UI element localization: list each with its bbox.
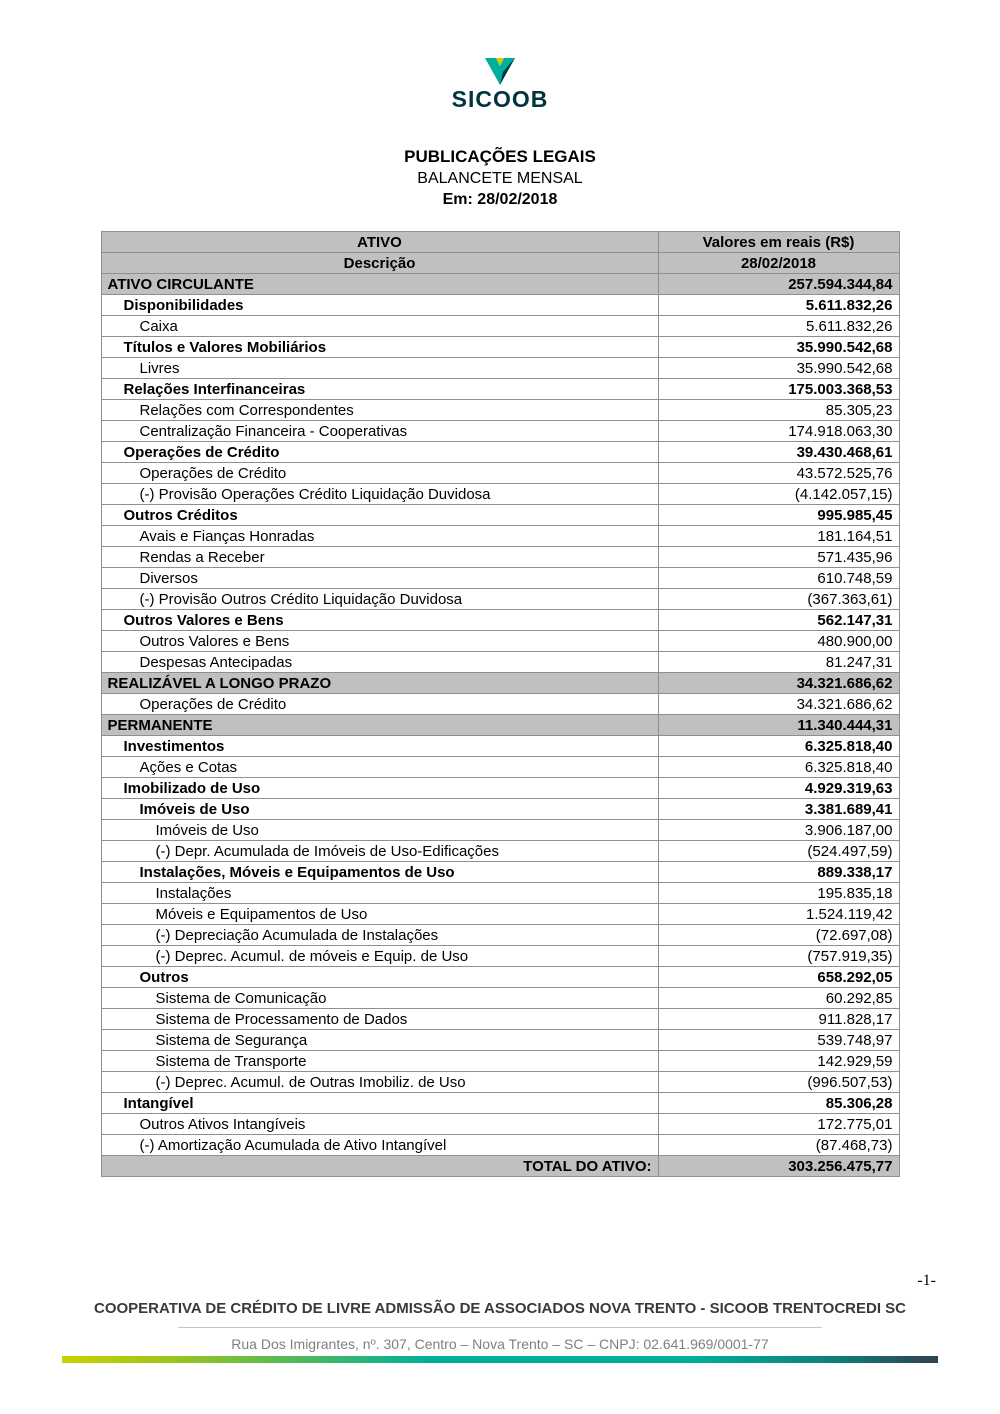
row-label: Centralização Financeira - Cooperativas bbox=[101, 421, 658, 442]
document-header bbox=[0, 147, 1000, 209]
row-value: 539.748,97 bbox=[658, 1030, 899, 1051]
row-value: 6.325.818,40 bbox=[658, 757, 899, 778]
row-value: 3.906.187,00 bbox=[658, 820, 899, 841]
row-label: (-) Provisão Outros Crédito Liquidação Duvidosa bbox=[101, 589, 658, 610]
row-label: (-) Amortização Acumulada de Ativo Intangível bbox=[101, 1135, 658, 1156]
table-row bbox=[101, 757, 899, 778]
row-label: Investimentos bbox=[101, 736, 658, 757]
row-value: 889.338,17 bbox=[658, 862, 899, 883]
row-value: 610.748,59 bbox=[658, 568, 899, 589]
row-label: Livres bbox=[101, 358, 658, 379]
row-label: Rendas a Receber bbox=[101, 547, 658, 568]
row-label: Títulos e Valores Mobiliários bbox=[101, 337, 658, 358]
row-label: Outros Valores e Bens bbox=[101, 631, 658, 652]
table-row bbox=[101, 358, 899, 379]
row-value: 658.292,05 bbox=[658, 967, 899, 988]
row-label: (-) Depr. Acumulada de Imóveis de Uso-Edificações bbox=[101, 841, 658, 862]
table-row bbox=[101, 925, 899, 946]
table-row bbox=[101, 505, 899, 526]
row-value: 181.164,51 bbox=[658, 526, 899, 547]
footer-divider bbox=[178, 1327, 822, 1328]
row-label: Móveis e Equipamentos de Uso bbox=[101, 904, 658, 925]
table-row bbox=[101, 1051, 899, 1072]
table-row bbox=[101, 736, 899, 757]
row-value: 175.003.368,53 bbox=[658, 379, 899, 400]
table-row bbox=[101, 1072, 899, 1093]
sicoob-logo-text: SICOOB bbox=[451, 86, 549, 112]
column-subheader-descricao: Descrição bbox=[101, 253, 658, 274]
row-label: Operações de Crédito bbox=[101, 463, 658, 484]
row-label: (-) Depreciação Acumulada de Instalações bbox=[101, 925, 658, 946]
row-label: Sistema de Processamento de Dados bbox=[101, 1009, 658, 1030]
row-label: Instalações bbox=[101, 883, 658, 904]
row-value: 571.435,96 bbox=[658, 547, 899, 568]
table-row bbox=[101, 610, 899, 631]
table-row bbox=[101, 631, 899, 652]
row-label: PERMANENTE bbox=[101, 715, 658, 736]
row-value: (87.468,73) bbox=[658, 1135, 899, 1156]
table-row bbox=[101, 1093, 899, 1114]
table-row bbox=[101, 841, 899, 862]
row-label: Outros bbox=[101, 967, 658, 988]
row-value: (4.142.057,15) bbox=[658, 484, 899, 505]
row-value: 60.292,85 bbox=[658, 988, 899, 1009]
balance-table bbox=[101, 231, 900, 1177]
row-label: Instalações, Móveis e Equipamentos de Uso bbox=[101, 862, 658, 883]
row-label: Caixa bbox=[101, 316, 658, 337]
row-value: 5.611.832,26 bbox=[658, 295, 899, 316]
table-row bbox=[101, 568, 899, 589]
row-value: 562.147,31 bbox=[658, 610, 899, 631]
row-label: Sistema de Transporte bbox=[101, 1051, 658, 1072]
table-row bbox=[101, 967, 899, 988]
row-label: Outros Créditos bbox=[101, 505, 658, 526]
row-value: 5.611.832,26 bbox=[658, 316, 899, 337]
table-row bbox=[101, 421, 899, 442]
table-row bbox=[101, 1114, 899, 1135]
table-row bbox=[101, 337, 899, 358]
table-row bbox=[101, 820, 899, 841]
table-row bbox=[101, 1135, 899, 1156]
row-label: Avais e Fianças Honradas bbox=[101, 526, 658, 547]
row-value: 172.775,01 bbox=[658, 1114, 899, 1135]
doc-subtitle: BALANCETE MENSAL bbox=[417, 170, 583, 188]
table-row bbox=[101, 379, 899, 400]
table-row bbox=[101, 316, 899, 337]
row-value: 4.929.319,63 bbox=[658, 778, 899, 799]
row-label: Imóveis de Uso bbox=[101, 820, 658, 841]
row-value: 81.247,31 bbox=[658, 652, 899, 673]
table-row bbox=[101, 526, 899, 547]
row-label: Operações de Crédito bbox=[101, 442, 658, 463]
row-value: (757.919,35) bbox=[658, 946, 899, 967]
table-subheader-row bbox=[101, 253, 899, 274]
table-row bbox=[101, 589, 899, 610]
row-label: Imóveis de Uso bbox=[101, 799, 658, 820]
row-value: 34.321.686,62 bbox=[658, 694, 899, 715]
row-label: TOTAL DO ATIVO: bbox=[101, 1156, 658, 1177]
row-value: 1.524.119,42 bbox=[658, 904, 899, 925]
row-value: 34.321.686,62 bbox=[658, 673, 899, 694]
table-row bbox=[101, 463, 899, 484]
row-label: Outros Ativos Intangíveis bbox=[101, 1114, 658, 1135]
doc-date: Em: 28/02/2018 bbox=[442, 191, 558, 209]
table-row bbox=[101, 694, 899, 715]
row-label: (-) Deprec. Acumul. de móveis e Equip. de Uso bbox=[101, 946, 658, 967]
table-row bbox=[101, 1009, 899, 1030]
row-label: Sistema de Segurança bbox=[101, 1030, 658, 1051]
row-label: (-) Deprec. Acumul. de Outras Imobiliz. de Uso bbox=[101, 1072, 658, 1093]
row-label: Imobilizado de Uso bbox=[101, 778, 658, 799]
table-row bbox=[101, 484, 899, 505]
row-value: 43.572.525,76 bbox=[658, 463, 899, 484]
row-label: ATIVO CIRCULANTE bbox=[101, 274, 658, 295]
row-label: Relações Interfinanceiras bbox=[101, 379, 658, 400]
footer-brand-gradient-bar bbox=[62, 1356, 938, 1363]
row-label: (-) Provisão Operações Crédito Liquidação Duvidosa bbox=[101, 484, 658, 505]
table-row bbox=[101, 442, 899, 463]
row-value: 35.990.542,68 bbox=[658, 358, 899, 379]
row-label: Relações com Correspondentes bbox=[101, 400, 658, 421]
row-value: 303.256.475,77 bbox=[658, 1156, 899, 1177]
footer-company-name: COOPERATIVA DE CRÉDITO DE LIVRE ADMISSÃO DE ASSOCIADOS NOVA TRENTO - SICOOB TRENTOCREDI SC bbox=[93, 1300, 906, 1317]
table-row bbox=[101, 400, 899, 421]
table-row bbox=[101, 1030, 899, 1051]
doc-title: PUBLICAÇÕES LEGAIS bbox=[404, 147, 596, 167]
row-label: REALIZÁVEL A LONGO PRAZO bbox=[101, 673, 658, 694]
row-value: 85.305,23 bbox=[658, 400, 899, 421]
table-body bbox=[101, 274, 899, 1177]
row-value: 6.325.818,40 bbox=[658, 736, 899, 757]
sicoob-logo bbox=[0, 0, 1000, 111]
row-label: Diversos bbox=[101, 568, 658, 589]
table-row bbox=[101, 673, 899, 694]
row-value: 195.835,18 bbox=[658, 883, 899, 904]
row-value: 35.990.542,68 bbox=[658, 337, 899, 358]
row-value: 480.900,00 bbox=[658, 631, 899, 652]
row-value: (996.507,53) bbox=[658, 1072, 899, 1093]
table-row bbox=[101, 799, 899, 820]
row-label: Intangível bbox=[101, 1093, 658, 1114]
row-value: 995.985,45 bbox=[658, 505, 899, 526]
table-row bbox=[101, 946, 899, 967]
table-row bbox=[101, 778, 899, 799]
table-row bbox=[101, 862, 899, 883]
column-subheader-date: 28/02/2018 bbox=[658, 253, 899, 274]
table-row bbox=[101, 883, 899, 904]
row-value: 142.929,59 bbox=[658, 1051, 899, 1072]
table-row bbox=[101, 652, 899, 673]
row-value: 11.340.444,31 bbox=[658, 715, 899, 736]
table-row bbox=[101, 547, 899, 568]
row-label: Sistema de Comunicação bbox=[101, 988, 658, 1009]
row-value: 257.594.344,84 bbox=[658, 274, 899, 295]
table-row bbox=[101, 904, 899, 925]
table-header-row bbox=[101, 232, 899, 253]
row-value: 85.306,28 bbox=[658, 1093, 899, 1114]
row-value: 911.828,17 bbox=[658, 1009, 899, 1030]
table-row bbox=[101, 715, 899, 736]
table-row bbox=[101, 274, 899, 295]
column-header-ativo: ATIVO bbox=[101, 232, 658, 253]
row-value: (524.497,59) bbox=[658, 841, 899, 862]
row-value: 3.381.689,41 bbox=[658, 799, 899, 820]
table-row bbox=[101, 1156, 899, 1177]
row-label: Ações e Cotas bbox=[101, 757, 658, 778]
footer-address: Rua Dos Imigrantes, nº. 307, Centro – Nova Trento – SC – CNPJ: 02.641.969/0001-77 bbox=[231, 1336, 769, 1352]
row-value: 39.430.468,61 bbox=[658, 442, 899, 463]
table-row bbox=[101, 295, 899, 316]
table-row bbox=[101, 988, 899, 1009]
column-header-valores: Valores em reais (R$) bbox=[658, 232, 899, 253]
page-number: -1- bbox=[917, 1272, 936, 1289]
sicoob-logo-icon bbox=[482, 58, 518, 85]
row-label: Operações de Crédito bbox=[101, 694, 658, 715]
row-label: Disponibilidades bbox=[101, 295, 658, 316]
row-value: (367.363,61) bbox=[658, 589, 899, 610]
row-label: Outros Valores e Bens bbox=[101, 610, 658, 631]
row-value: (72.697,08) bbox=[658, 925, 899, 946]
row-label: Despesas Antecipadas bbox=[101, 652, 658, 673]
row-value: 174.918.063,30 bbox=[658, 421, 899, 442]
